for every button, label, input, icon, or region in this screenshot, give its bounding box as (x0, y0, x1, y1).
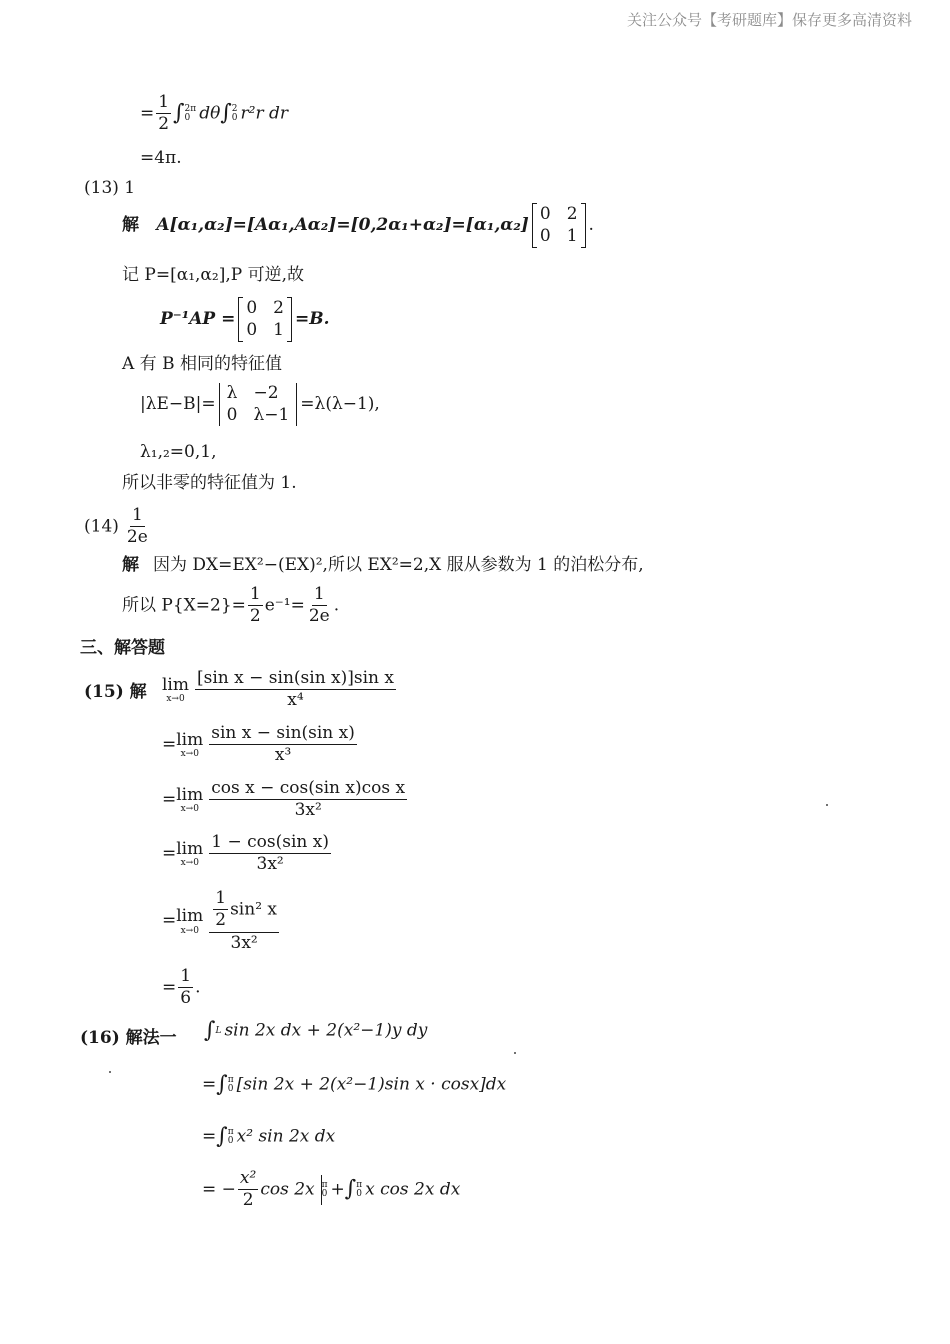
section-heading: 三、解答题 (80, 638, 165, 658)
limit: lim x→0 (176, 839, 204, 869)
fraction: $\frac{1}{6}$ (180, 966, 192, 1009)
integral-limits: π 0 (227, 1127, 234, 1147)
integrand: r²r dr (240, 103, 289, 124)
p15-step5: = lim x→0 $\frac{1}{2}$ sin² x 3x² (162, 888, 277, 953)
solution-mark: 解 (122, 214, 139, 235)
p14-line2: 所以 P{X=2}= $\frac{1}{2}$ e⁻¹= $\frac{1}{2e}$ . (122, 584, 340, 627)
matrix: 0 2 0 1 (238, 298, 292, 341)
det-rhs: =λ(λ−1), (300, 393, 380, 414)
watermark: 关注公众号【考研题库】保存更多高清资料 (626, 11, 912, 29)
p16-l3: =∫ π 0 x² sin 2x dx (202, 1124, 336, 1149)
bar-limits: π 0 (321, 1179, 328, 1199)
integral-limits: L (215, 1025, 222, 1036)
limit: lim x→0 (162, 675, 189, 705)
p16-l1: ∫ L sin 2x dx + 2(x²−1)y dy (204, 1018, 428, 1043)
scan-speck (109, 1071, 111, 1073)
p15-step2: = lim x→0 $\frac{\text{sin x − sin(sin x)}}{\text{x³}}$ (162, 723, 355, 766)
fraction: $\frac{1}{2}$ sin² x 3x² (209, 888, 279, 954)
limit: lim x→0 (176, 730, 204, 760)
integral-sign: ∫ (204, 1018, 216, 1043)
p15-result: = $\frac{1}{6}$ . (162, 966, 201, 1009)
p15-step1 (162, 668, 398, 712)
fraction: $\frac{\text{sin x − sin(sin x)}}{\text{x³}}$ (211, 723, 355, 766)
matrix: 0 2 0 1 (532, 204, 586, 247)
p13-label: (13) 1 (84, 178, 136, 198)
p13-line3: P⁻¹AP = 0 2 0 1 =B. (160, 298, 330, 341)
p14-line1: 解 因为 DX=EX²−(EX)²,所以 EX²=2,X 服从参数为 1 的泊松分布, (122, 555, 644, 575)
fraction: $\frac{1}{2}$ (158, 92, 170, 135)
integral-limits: π 0 (227, 1075, 234, 1095)
p15-step3: = lim x→0 $\frac{\text{cos x − cos(sin x)cos x}}{\text{3x²}}$ (162, 778, 406, 821)
p14-label: (14) $\frac{1}{2e}$ (84, 505, 148, 548)
integral-sign: ∫ (173, 100, 185, 126)
fraction: $\frac{\text{1 − cos(sin x)}}{\text{3x²}}$ (211, 832, 329, 875)
limit: lim x→0 (176, 906, 204, 936)
fraction: $\frac{1}{2}$ (249, 584, 261, 627)
scan-speck (514, 1052, 516, 1054)
differential: dθ (199, 103, 221, 124)
integral-limits: 2π 0 (184, 103, 197, 123)
p12-eq2: =4π. (140, 148, 182, 168)
p13-line5: λ₁,₂=0,1, (140, 442, 217, 462)
solution-mark: 解 (122, 555, 139, 575)
integral-sign: ∫ (216, 1072, 228, 1097)
scan-speck (826, 804, 828, 806)
p16-l2: =∫ π 0 [sin 2x + 2(x²−1)sin x · cosx]dx (202, 1072, 507, 1097)
eq-sign: = (140, 103, 155, 124)
p13-det (140, 383, 380, 426)
p13-line2: 记 P=[α₁,α₂],P 可逆,故 (122, 265, 304, 285)
p16-l4: = − $\frac{\text{x²}}{2}$ cos 2x π 0 +∫ π 0 x cos 2x dx (202, 1168, 461, 1211)
p16-label: (16) 解法一 (80, 1028, 177, 1048)
integral-limits: π 0 (356, 1179, 363, 1199)
p13-line1: 解 A[α₁,α₂]=[Aα₁,Aα₂]=[0,2α₁+α₂]=[α₁,α₂] 0 2 0 1 . (122, 204, 594, 247)
similarity-lhs: P⁻¹AP = (160, 308, 236, 329)
fraction: $\frac{1}{2}$ (215, 888, 227, 931)
determinant: λ −2 0 λ−1 (219, 383, 298, 426)
p15-step4: = lim x→0 $\frac{\text{1 − cos(sin x)}}{\text{3x²}}$ (162, 832, 329, 875)
p15-label: (15) 解 (84, 682, 147, 702)
det-lhs: |λE−B|= (140, 393, 216, 414)
matrix-equation: A[α₁,α₂]=[Aα₁,Aα₂]=[0,2α₁+α₂]=[α₁,α₂] (156, 214, 529, 235)
p13-line6: 所以非零的特征值为 1. (122, 473, 297, 493)
integral-sign: ∫ (220, 100, 232, 126)
p13-line4: A 有 B 相同的特征值 (122, 354, 282, 374)
fraction: $\frac{\text{cos x − cos(sin x)cos x}}{\text{3x²}}$ (211, 778, 406, 821)
limit: lim x→0 (176, 785, 204, 815)
integral-sign: ∫ (344, 1176, 357, 1202)
fraction: $\frac{1}{2e}$ (308, 584, 330, 627)
p12-eq1 (140, 92, 288, 136)
integral-sign: ∫ (216, 1124, 228, 1149)
fraction: $\frac{\text{[sin x − sin(sin x)]sin x}}{\text{x⁴}}$ (197, 668, 394, 711)
fraction: $\frac{\text{x²}}{2}$ (239, 1168, 257, 1211)
answer-fraction: $\frac{1}{2e}$ (126, 505, 148, 548)
integral-limits: 2 0 (231, 103, 238, 123)
